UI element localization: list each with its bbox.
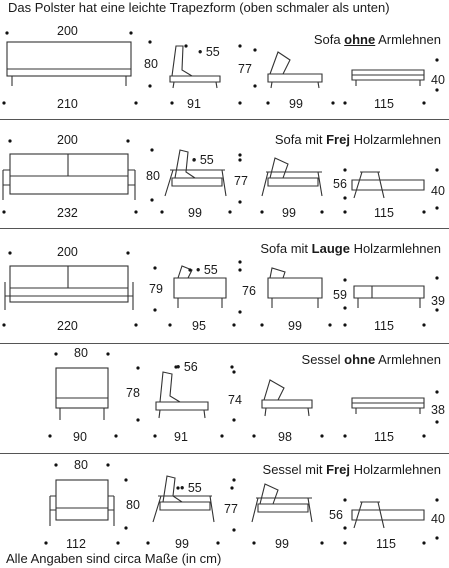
dim-half-depth: 98 bbox=[278, 430, 292, 444]
dim-bed-length: 115 bbox=[374, 206, 394, 220]
dim-sofa-height: 80 bbox=[126, 498, 140, 512]
dim-sofa-width-bottom: 220 bbox=[57, 319, 78, 333]
row-title-chair-no-arms: Sessel ohne Armlehnen bbox=[301, 352, 441, 367]
dim-sofa-height: 79 bbox=[149, 282, 163, 296]
sofa-half-recline-side-view bbox=[268, 52, 322, 88]
dim-sofa-width-top: 200 bbox=[57, 24, 78, 38]
dim-recline-depth: 95 bbox=[192, 319, 206, 333]
chair-frej-front-view bbox=[50, 480, 114, 526]
dim-half-height: 76 bbox=[242, 284, 256, 298]
footer-note: Alle Angaben sind circa Maße (in cm) bbox=[6, 551, 222, 566]
dim-sofa-width-bottom: 210 bbox=[57, 97, 78, 111]
chair-bed-side-view bbox=[352, 398, 424, 414]
dim-recline-back: • 55 bbox=[180, 481, 202, 495]
row-title-chair-frej: Sessel mit Frej Holzarmlehnen bbox=[262, 462, 441, 477]
row-title-sofa-no-arms: Sofa ohne Armlehnen bbox=[313, 32, 441, 47]
dim-sofa-width-top: 200 bbox=[57, 133, 78, 147]
dim-bed-length: 115 bbox=[376, 537, 396, 551]
sofa-frej-bed-side-view bbox=[352, 172, 424, 198]
header-note: Das Polster hat eine leichte Trapezform (oben schmaler als unten) bbox=[8, 0, 390, 15]
dim-recline-depth: 99 bbox=[175, 537, 189, 551]
dim-bed-height: 40 bbox=[431, 184, 445, 198]
sofa-frej-half-recline-side-view bbox=[262, 158, 322, 196]
dim-bed-height: 39 bbox=[431, 294, 445, 308]
dim-sofa-width-bottom: 112 bbox=[66, 537, 86, 551]
dim-bed-height: 40 bbox=[431, 512, 445, 526]
dim-bed-length: 115 bbox=[374, 97, 394, 111]
dim-bed-length: 115 bbox=[374, 430, 394, 444]
dim-bed-length: 115 bbox=[374, 319, 394, 333]
row-title-sofa-lauge: Sofa mit Lauge Holzarmlehnen bbox=[260, 241, 441, 256]
chair-recline-side-view bbox=[156, 372, 208, 418]
dim-recline-depth: 99 bbox=[188, 206, 202, 220]
dim-bed-height: 40 bbox=[431, 73, 445, 87]
dim-sofa-width-bottom: 90 bbox=[73, 430, 87, 444]
dim-recline-back: • 55 bbox=[192, 153, 214, 167]
dim-recline-back: • 56 bbox=[176, 360, 198, 374]
dim-half-height: 74 bbox=[228, 393, 242, 407]
dim-sofa-width-top: 80 bbox=[74, 346, 88, 360]
dim-sofa-height: 80 bbox=[144, 57, 158, 71]
dim-sofa-width-top: 200 bbox=[57, 245, 78, 259]
dim-bed-armrest-height: 56 bbox=[333, 177, 347, 191]
sofa-lauge-half-recline-side-view bbox=[268, 268, 322, 308]
dim-recline-depth: 91 bbox=[187, 97, 201, 111]
chair-half-recline-side-view bbox=[262, 380, 312, 416]
chair-frej-half-recline-side-view bbox=[252, 484, 312, 522]
sofa-frej-front-view bbox=[3, 154, 135, 200]
sofa-front-view bbox=[7, 42, 131, 86]
dim-half-height: 77 bbox=[238, 62, 252, 76]
chair-front-view bbox=[56, 368, 108, 420]
dim-sofa-width-top: 80 bbox=[74, 458, 88, 472]
dim-bed-armrest-height: 56 bbox=[329, 508, 343, 522]
sofa-lauge-bed-side-view bbox=[354, 286, 424, 308]
dim-bed-height: 38 bbox=[431, 403, 445, 417]
dim-half-height: 77 bbox=[234, 174, 248, 188]
chair-frej-bed-side-view bbox=[352, 502, 424, 528]
dim-bed-armrest-height: 59 bbox=[333, 288, 347, 302]
dim-recline-back: • 55 bbox=[198, 45, 220, 59]
sofa-lauge-front-view bbox=[5, 266, 133, 310]
dim-sofa-height: 78 bbox=[126, 386, 140, 400]
sofa-bed-side-view bbox=[352, 70, 424, 86]
dim-sofa-height: 80 bbox=[146, 169, 160, 183]
dim-half-depth: 99 bbox=[275, 537, 289, 551]
dim-recline-depth: 91 bbox=[174, 430, 188, 444]
dim-half-depth: 99 bbox=[282, 206, 296, 220]
dim-half-depth: 99 bbox=[289, 97, 303, 111]
dim-half-height: 77 bbox=[224, 502, 238, 516]
dim-sofa-width-bottom: 232 bbox=[57, 206, 78, 220]
dim-half-depth: 99 bbox=[288, 319, 302, 333]
row-title-sofa-frej: Sofa mit Frej Holzarmlehnen bbox=[274, 132, 441, 147]
dim-recline-back: • 55 bbox=[196, 263, 218, 277]
